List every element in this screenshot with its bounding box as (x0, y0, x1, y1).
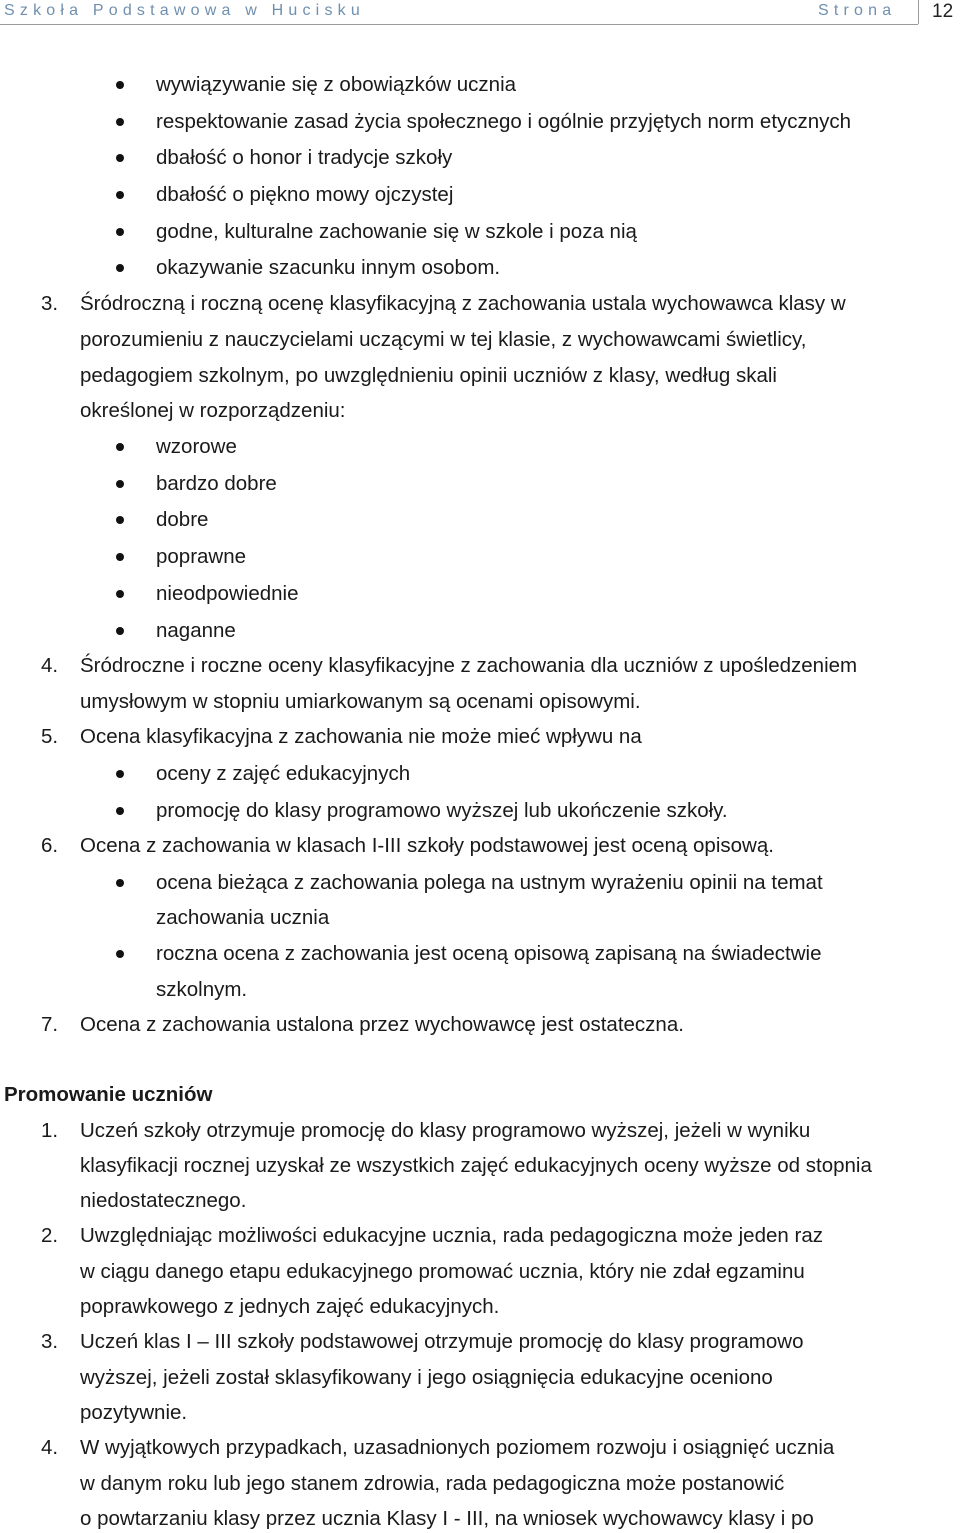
item-number: 7. (41, 1013, 59, 1036)
list-item: naganne (156, 619, 236, 642)
paragraph-line: wyższej, jeżeli został sklasyfikowany i jego osiągnięcia edukacyjne oceniono (80, 1366, 773, 1389)
list-item: okazywanie szacunku innym osobom. (156, 256, 501, 279)
paragraph-line: Ocena z zachowania ustalona przez wychowawcę jest ostateczna. (80, 1013, 684, 1036)
item-number: 3. (41, 1330, 59, 1353)
list-item: ocena bieżąca z zachowania polega na ustnym wyrażeniu opinii na temat (156, 871, 823, 894)
paragraph-line: porozumieniu z nauczycielami uczącymi w tej klasie, z wychowawcami świetlicy, (80, 328, 807, 351)
header-rule (0, 24, 918, 25)
paragraph-line: niedostatecznego. (80, 1189, 247, 1212)
paragraph-line: klasyfikacji rocznej uzyskał ze wszystkich zajęć edukacyjnych oceny wyższe od stopnia (80, 1154, 872, 1177)
paragraph-line: w ciągu danego etapu edukacyjnego promować ucznia, który nie zdał egzaminu (80, 1260, 805, 1283)
paragraph-line: umysłowym w stopniu umiarkowanym są ocenami opisowymi. (80, 690, 641, 713)
item-number: 3. (41, 292, 59, 315)
list-item: bardzo dobre (156, 472, 277, 495)
item-number: 6. (41, 834, 59, 857)
bullet-icon (116, 443, 124, 451)
bullet-icon (116, 154, 124, 162)
paragraph-line: pedagogiem szkolnym, po uwzględnieniu opinii uczniów z klasy, według skali (80, 364, 777, 387)
item-number: 4. (41, 1436, 59, 1459)
bullet-icon (116, 553, 124, 561)
paragraph-line: poprawkowego z jednych zajęć edukacyjnych. (80, 1295, 500, 1318)
list-item: oceny z zajęć edukacyjnych (156, 762, 411, 785)
paragraph-line: Śródroczne i roczne oceny klasyfikacyjne z zachowania dla uczniów z upośledzeniem (80, 654, 858, 677)
paragraph-line: Uwzględniając możliwości edukacyjne ucznia, rada pedagogiczna może jeden raz (80, 1224, 823, 1247)
page-header (0, 0, 960, 26)
section-heading: Promowanie uczniów (4, 1083, 213, 1106)
paragraph-line: Śródroczną i roczną ocenę klasyfikacyjną z zachowania ustala wychowawca klasy w (80, 292, 846, 315)
paragraph-line: w danym roku lub jego stanem zdrowia, rada pedagogiczna może postanowić (80, 1472, 785, 1495)
bullet-icon (116, 191, 124, 199)
bullet-icon (116, 480, 124, 488)
list-item: promocję do klasy programowo wyższej lub ukończenie szkoły. (156, 799, 728, 822)
list-item: poprawne (156, 545, 247, 568)
bullet-icon (116, 590, 124, 598)
list-item: roczna ocena z zachowania jest oceną opisową zapisaną na świadectwie (156, 942, 822, 965)
paragraph-line: Uczeń klas I – III szkoły podstawowej otrzymuje promocję do klasy programowo (80, 1330, 804, 1353)
header-divider (918, 0, 919, 24)
list-item: nieodpowiednie (156, 582, 299, 605)
list-item: dbałość o piękno mowy ojczystej (156, 183, 454, 206)
list-item: dbałość o honor i tradycje szkoły (156, 146, 453, 169)
paragraph-line: Ocena z zachowania w klasach I-III szkoły podstawowej jest oceną opisową. (80, 834, 774, 857)
header-school-name: Szkoła Podstawowa w Hucisku (4, 2, 365, 19)
bullet-icon (116, 627, 124, 635)
bullet-icon (116, 807, 124, 815)
paragraph-line: o powtarzaniu klasy przez ucznia Klasy I - III, na wniosek wychowawcy klasy i po (80, 1507, 814, 1530)
bullet-icon (116, 118, 124, 126)
bullet-icon (116, 264, 124, 272)
list-item: godne, kulturalne zachowanie się w szkole i poza nią (156, 220, 637, 243)
paragraph-line: określonej w rozporządzeniu: (80, 399, 346, 422)
item-number: 2. (41, 1224, 59, 1247)
bullet-icon (116, 770, 124, 778)
item-number: 4. (41, 654, 59, 677)
paragraph-line: Ocena klasyfikacyjna z zachowania nie może mieć wpływu na (80, 725, 642, 748)
paragraph-line: pozytywnie. (80, 1401, 188, 1424)
page-number: 12 (932, 1, 954, 22)
list-item: wywiązywanie się z obowiązków ucznia (156, 73, 517, 96)
item-number: 1. (41, 1119, 59, 1142)
bullet-icon (116, 228, 124, 236)
bullet-icon (116, 879, 124, 887)
paragraph-line: W wyjątkowych przypadkach, uzasadnionych poziomem rozwoju i osiągnięć ucznia (80, 1436, 835, 1459)
list-item-continuation: szkolnym. (156, 978, 248, 1001)
list-item: dobre (156, 508, 209, 531)
paragraph-line: Uczeń szkoły otrzymuje promocję do klasy programowo wyższej, jeżeli w wyniku (80, 1119, 811, 1142)
bullet-icon (116, 81, 124, 89)
item-number: 5. (41, 725, 59, 748)
bullet-icon (116, 516, 124, 524)
bullet-icon (116, 950, 124, 958)
header-page-label: Strona (818, 2, 897, 19)
list-item: respektowanie zasad życia społecznego i ogólnie przyjętych norm etycznych (156, 110, 852, 133)
list-item-continuation: zachowania ucznia (156, 906, 330, 929)
list-item: wzorowe (156, 435, 237, 458)
